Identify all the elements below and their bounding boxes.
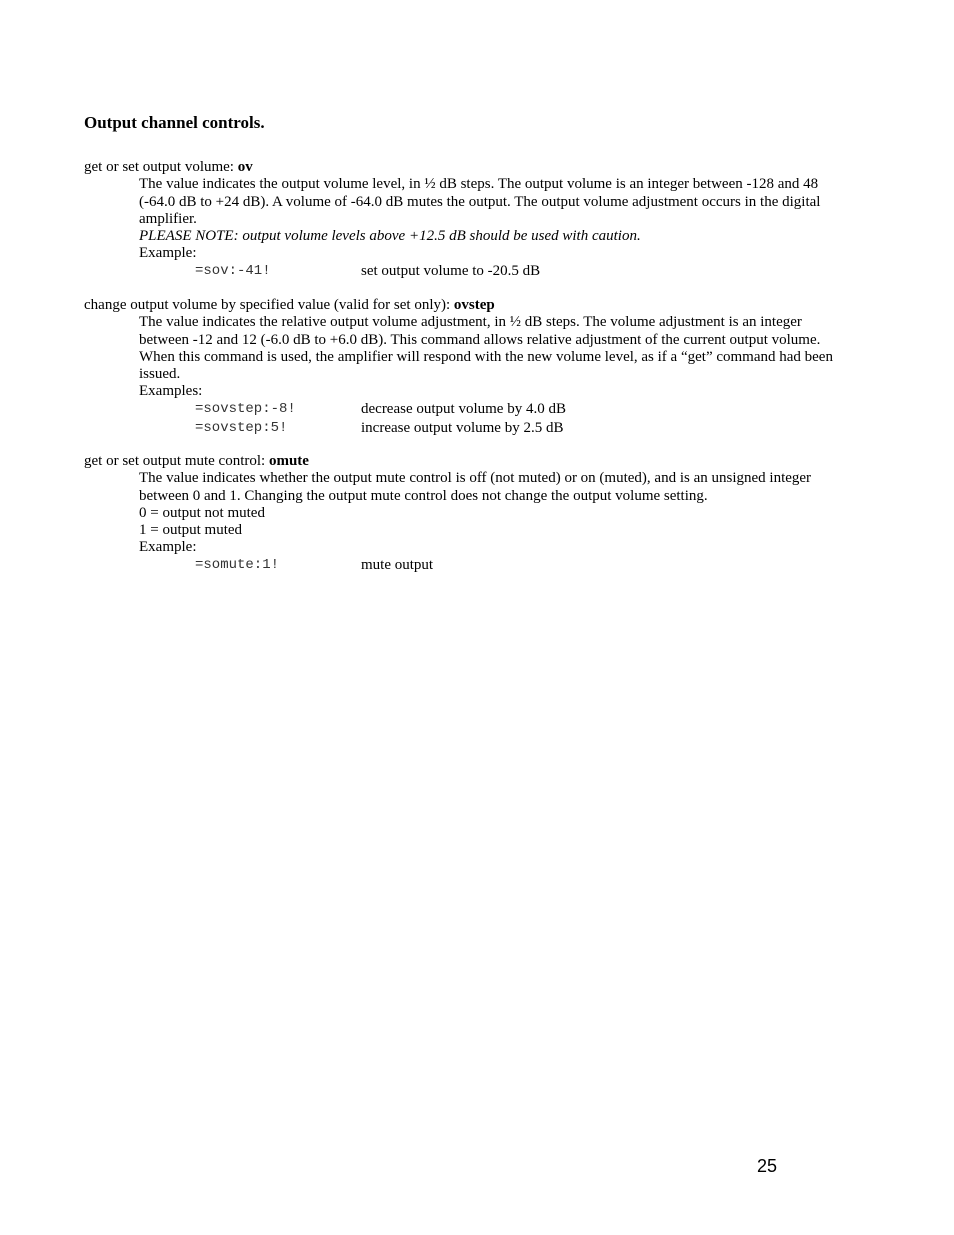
ovstep-description-line: When this command is used, the amplifier will respond with the new volume level, as if a “get” command had been bbox=[139, 348, 833, 365]
ovstep-example-label: Examples: bbox=[139, 383, 203, 400]
ov-example-row bbox=[195, 263, 874, 282]
ov-description-line: The value indicates the output volume level, in ½ dB steps. The output volume is an integer between -128 and 48 bbox=[139, 176, 819, 193]
omute-example-row bbox=[195, 557, 874, 576]
omute-description-line: between 0 and 1. Changing the output mute control does not change the output volume setting. bbox=[139, 487, 708, 504]
ovstep-description bbox=[139, 314, 874, 437]
ov-example-label: Example: bbox=[139, 245, 197, 262]
omute-description bbox=[139, 470, 874, 575]
omute-value-line: 1 = output muted bbox=[139, 522, 243, 539]
example-description: set output volume to -20.5 dB bbox=[361, 263, 541, 280]
ovstep-description-line: between -12 and 12 (-6.0 dB to +6.0 dB). This command allows relative adjustment of the current output volume. bbox=[139, 331, 821, 348]
ov-command-section bbox=[84, 159, 874, 281]
ov-description bbox=[139, 176, 874, 281]
omute-command-name: omute bbox=[268, 453, 309, 469]
ov-command-line bbox=[84, 159, 874, 176]
example-description: decrease output volume by 4.0 dB bbox=[361, 401, 566, 418]
omute-example-label: Example: bbox=[139, 539, 197, 556]
ovstep-command-name: ovstep bbox=[453, 297, 495, 313]
omute-intro: get or set output mute control: bbox=[84, 453, 269, 469]
ovstep-description-line: The value indicates the relative output volume adjustment, in ½ dB steps. The volume adjustment is an integer bbox=[139, 314, 802, 331]
ov-caution-note: PLEASE NOTE: output volume levels above +12.5 dB should be used with caution. bbox=[139, 228, 641, 245]
omute-value-line: 0 = output not muted bbox=[139, 504, 265, 521]
example-description: increase output volume by 2.5 dB bbox=[361, 419, 564, 436]
ovstep-command-section bbox=[84, 297, 874, 438]
ov-command-name: ov bbox=[237, 159, 253, 175]
omute-description-line: The value indicates whether the output mute control is off (not muted) or on (muted), and is an unsigned integer bbox=[139, 470, 812, 487]
section-heading: Output channel controls. bbox=[84, 113, 265, 132]
ovstep-description-line: issued. bbox=[139, 366, 181, 383]
ov-description-line: amplifier. bbox=[139, 210, 197, 227]
ovstep-intro: change output volume by specified value (valid for set only): bbox=[84, 297, 454, 313]
ovstep-example-row bbox=[195, 401, 874, 420]
ov-intro: get or set output volume: bbox=[84, 159, 238, 175]
ovstep-example-row bbox=[195, 419, 874, 438]
omute-command-section bbox=[84, 453, 874, 575]
ovstep-command-line bbox=[84, 297, 874, 314]
example-description: mute output bbox=[361, 557, 434, 574]
page-number: 25 bbox=[757, 1156, 778, 1176]
example-code: =sovstep:5! bbox=[195, 419, 288, 436]
example-code: =sovstep:-8! bbox=[195, 401, 296, 418]
ov-description-line: (-64.0 dB to +24 dB). A volume of -64.0 dB mutes the output. The output volume adjustment occurs in the digital bbox=[139, 193, 821, 210]
example-code: =sov:-41! bbox=[195, 263, 271, 280]
omute-command-line bbox=[84, 453, 874, 470]
example-code: =somute:1! bbox=[195, 557, 280, 574]
